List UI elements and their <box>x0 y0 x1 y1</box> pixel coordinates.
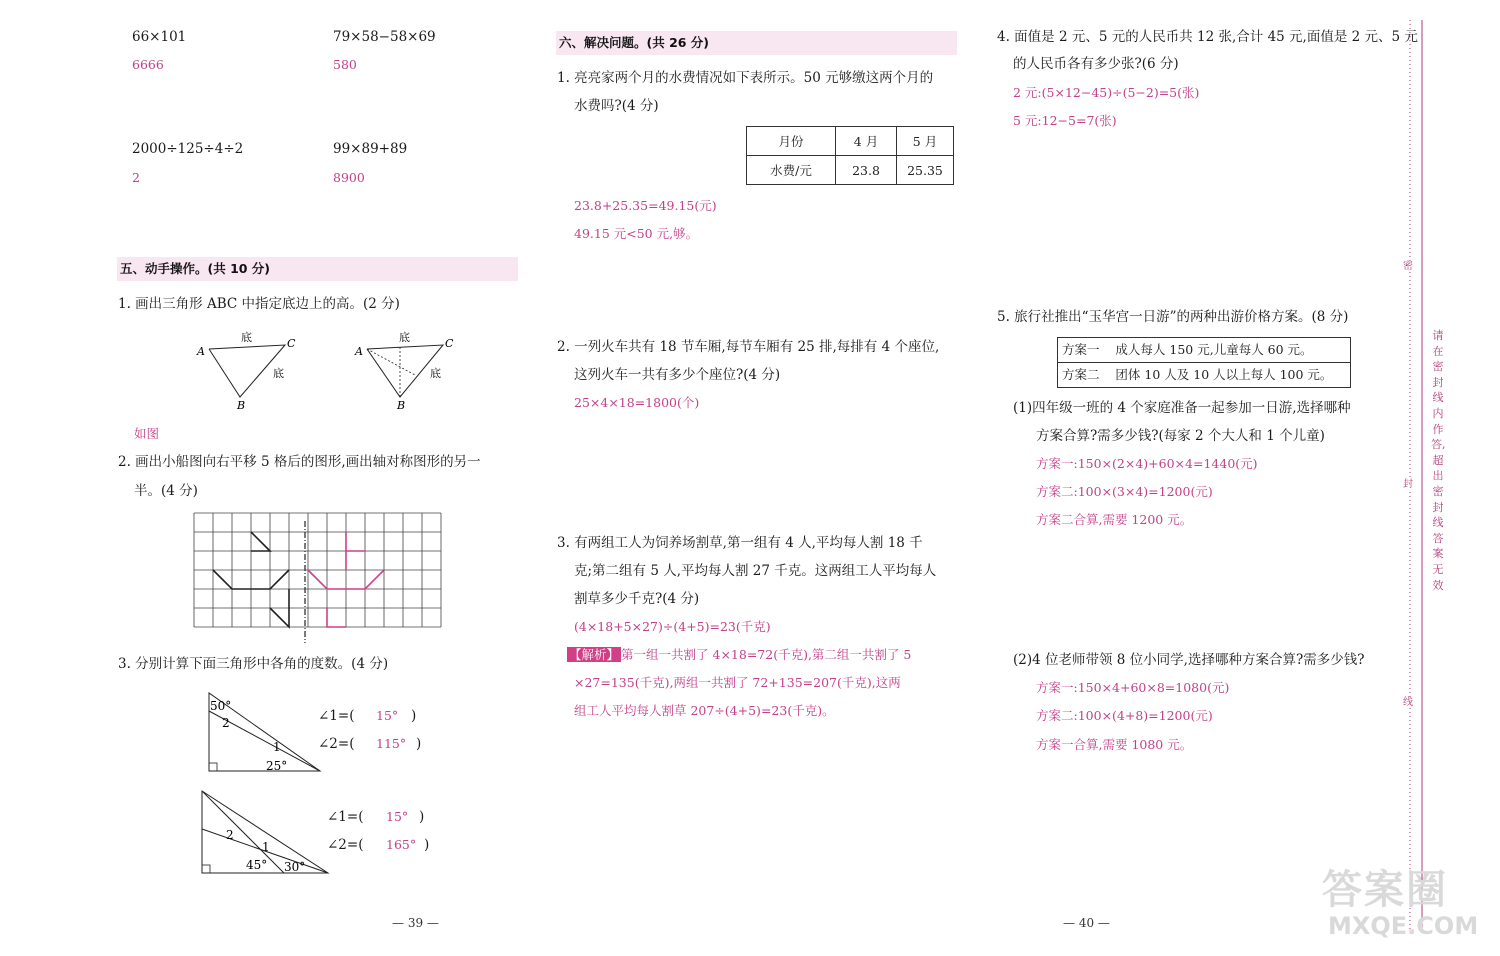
label-base-right-2: 底 <box>430 367 441 380</box>
q4-answer1: 2 元:(5×12−45)÷(5−2)=5(张) <box>1013 85 1200 100</box>
sec6-q3-explanation-3: 组工人平均每人割草 207÷(4+5)=23(千克)。 <box>574 703 835 718</box>
fig1-angle1-label: ∠1=( <box>318 708 355 724</box>
angle-25: 25° <box>266 759 288 773</box>
sec5-q1: 1. 画出三角形 ABC 中指定底边上的高。(2 分) <box>118 296 400 312</box>
q4-line2: 的人民币各有多少张?(6 分) <box>1013 56 1179 72</box>
fee-table-may-value: 25.35 <box>897 156 954 185</box>
sec6-q2-line1: 2. 一列火车共有 18 节车厢,每节车厢有 25 排,每排有 4 个座位, <box>557 339 940 355</box>
calc-expr-3: 2000÷125÷4÷2 <box>132 141 244 157</box>
label-c: C <box>287 337 296 350</box>
q5-1-line1: (1)四年级一班的 4 个家庭准备一起参加一日游,选择哪种 <box>1013 400 1351 416</box>
sec5-q2-line1: 2. 画出小船图向右平移 5 格后的图形,画出轴对称图形的另一 <box>118 454 481 470</box>
seal-char-1: 密 <box>1403 261 1413 272</box>
calc-expr-2: 79×58−58×69 <box>333 29 436 45</box>
label-base-top: 底 <box>241 331 252 344</box>
plan-1-text: 成人每人 150 元,儿童每人 60 元。 <box>1115 342 1313 357</box>
sec6-q3-explanation-2: ×27=135(千克),两组一共割了 72+135=207(千克),这两 <box>574 675 901 690</box>
plan-1-name: 方案一 <box>1062 342 1100 357</box>
fig2-angle2-value: 165° <box>386 837 417 852</box>
sec6-q3-exp1-text: 第一组一共割了 4×18=72(千克),第二组一共割了 5 <box>621 647 912 662</box>
fig2-angle2-label: ∠2=( <box>327 837 364 853</box>
label-a-2: A <box>355 345 363 358</box>
price-plan-box <box>1057 337 1351 388</box>
analysis-tag: 【解析】 <box>569 647 620 662</box>
q5-1-answer1: 方案一:150×(2×4)+60×4=1440(元) <box>1036 456 1258 471</box>
triangle-abc-answer-figure <box>355 325 465 415</box>
watermark-logo: 答案圈 <box>1322 867 1448 913</box>
sec5-q1-answer: 如图 <box>134 426 160 441</box>
fee-table-header-month: 月份 <box>747 127 836 156</box>
q5-1-line2: 方案合算?需多少钱?(每家 2 个大人和 1 个儿童) <box>1036 428 1325 444</box>
angle-2-label: 2 <box>222 716 230 730</box>
label-c-2: C <box>445 337 454 350</box>
sec6-q2-line2: 这列火车一共有多少个座位?(4 分) <box>574 367 781 383</box>
sec6-q3-line2: 克;第二组有 5 人,平均每人割 27 千克。这两组工人平均每人 <box>574 563 937 579</box>
label-b: B <box>237 399 246 412</box>
angle-50: 50° <box>210 699 232 713</box>
q5-2-answer3: 方案一合算,需要 1080 元。 <box>1036 737 1193 752</box>
calc-ans-4: 8900 <box>333 170 365 185</box>
sec6-q3-line3: 割草多少千克?(4 分) <box>574 591 700 607</box>
q5-line: 5. 旅行社推出“玉华宫一日游”的两种出游价格方案。(8 分) <box>997 309 1349 325</box>
label-base-top-2: 底 <box>399 331 410 344</box>
angle-30: 30° <box>284 860 306 874</box>
watermark-url: MXQE.COM <box>1328 912 1479 940</box>
seal-line <box>1404 20 1428 930</box>
water-fee-table <box>746 126 954 185</box>
q5-2-answer2: 方案二:100×(4+8)=1200(元) <box>1036 708 1213 723</box>
calc-ans-2: 580 <box>333 57 357 72</box>
section-6-title: 六、解决问题。(共 26 分) <box>556 31 957 55</box>
fee-table-header-april: 4 月 <box>836 127 897 156</box>
angle-45: 45° <box>246 858 268 872</box>
q4-line1: 4. 面值是 2 元、5 元的人民币共 12 张,合计 45 元,面值是 2 元、5 元 <box>997 29 1418 45</box>
seal-notice: 请在密封线内作答,超出密封线答案无效 <box>1431 329 1446 592</box>
angle-1-label: 1 <box>273 740 281 754</box>
fig1-angle1-value: 15° <box>376 708 399 723</box>
sec5-q3: 3. 分别计算下面三角形中各角的度数。(4 分) <box>118 656 389 672</box>
q5-1-answer2: 方案二:100×(3×4)=1200(元) <box>1036 484 1213 499</box>
calc-ans-1: 6666 <box>132 57 164 72</box>
calc-expr-4: 99×89+89 <box>333 141 408 157</box>
fig1-angle2-label: ∠2=( <box>318 736 355 752</box>
q5-1-answer3: 方案二合算,需要 1200 元。 <box>1036 512 1193 527</box>
angle-2-label-b: 2 <box>226 828 234 842</box>
fig2-angle1-value: 15° <box>386 809 409 824</box>
triangle-abc-figure <box>195 325 305 415</box>
sec6-q1-line1: 1. 亮亮家两个月的水费情况如下表所示。50 元够缴这两个月的 <box>557 70 934 86</box>
fig2-angle2-close: ) <box>424 837 430 853</box>
fee-table-header-may: 5 月 <box>897 127 954 156</box>
fig2-angle1-close: ) <box>419 809 425 825</box>
section-5-title: 五、动手操作。(共 10 分) <box>117 257 518 281</box>
sec5-q2-line2: 半。(4 分) <box>134 483 198 499</box>
fig1-angle1-close: ) <box>411 708 417 724</box>
fig2-angle1-label: ∠1=( <box>327 809 364 825</box>
q5-2-line: (2)4 位老师带领 8 位小同学,选择哪种方案合算?需多少钱? <box>1013 652 1365 668</box>
calc-ans-3: 2 <box>132 170 140 185</box>
page-number-left: — 39 — <box>392 916 439 930</box>
q5-2-answer1: 方案一:150×4+60×8=1080(元) <box>1036 680 1230 695</box>
sec6-q1-line2: 水费吗?(4 分) <box>574 98 659 114</box>
sec6-q1-answer1: 23.8+25.35=49.15(元) <box>574 198 717 213</box>
angle-triangle-1 <box>203 687 328 777</box>
seal-char-2: 封 <box>1403 479 1413 490</box>
plan-2-text: 团体 10 人及 10 人以上每人 100 元。 <box>1115 367 1333 382</box>
q4-answer2: 5 元:12−5=7(张) <box>1013 113 1117 128</box>
angle-triangle-2 <box>198 787 333 879</box>
plan-2-row <box>1058 363 1350 387</box>
sec6-q3-line1: 3. 有两组工人为饲养场割草,第一组有 4 人,平均每人割 18 千 <box>557 535 923 551</box>
sec6-q3-answer: (4×18+5×27)÷(4+5)=23(千克) <box>574 619 771 634</box>
page-number-right: — 40 — <box>1063 916 1110 930</box>
fee-table-row-label: 水费/元 <box>747 156 836 185</box>
fig1-angle2-value: 115° <box>376 736 407 751</box>
plan-2-name: 方案二 <box>1062 367 1100 382</box>
label-b-2: B <box>397 399 406 412</box>
sec6-q2-answer: 25×4×18=1800(个) <box>574 395 700 410</box>
fig1-angle2-close: ) <box>416 736 422 752</box>
fee-table-april-value: 23.8 <box>836 156 897 185</box>
calc-expr-1: 66×101 <box>132 29 187 45</box>
sec6-q3-explanation-1 <box>567 649 911 662</box>
label-base-right: 底 <box>273 367 284 380</box>
angle-1-label-b: 1 <box>262 840 270 854</box>
label-a: A <box>197 345 205 358</box>
plan-1-row <box>1058 338 1350 363</box>
sec6-q1-answer2: 49.15 元<50 元,够。 <box>574 226 699 241</box>
boat-grid-figure <box>194 513 454 643</box>
seal-char-3: 线 <box>1403 697 1413 708</box>
